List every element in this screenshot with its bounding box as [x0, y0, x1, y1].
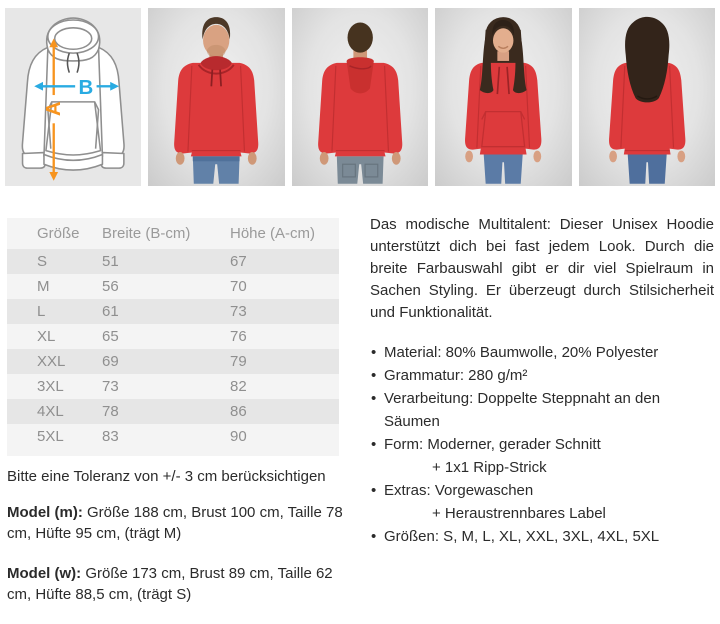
width-value: 51 — [102, 253, 119, 270]
bullet-verarbeitung: • Verarbeitung: Doppelte Steppnaht an den Säumen — [370, 387, 714, 433]
size-label: XL — [37, 328, 56, 345]
model-m-label: Model (m): — [7, 504, 83, 521]
bullet-material: • Material: 80% Baumwolle, 20% Polyester — [370, 341, 714, 364]
bullet-extras: • Extras: Vorgewaschen — [370, 479, 714, 502]
size-label: 3XL — [37, 378, 64, 395]
model-w-label: Model (w): — [7, 565, 82, 582]
size-diagram-image — [5, 8, 141, 186]
description-intro: Das modische Multitalent: Dieser Unisex Hoodie unterstützt dich bei fast jedem Look. Durch die breite Farbauswahl gibt er dir viel Spielraum in Sachen Styling. Er überzeugt durch Stilsicherheit und Funktionalität. — [370, 216, 714, 321]
size-label: L — [37, 303, 46, 320]
column-hoehe: Höhe (A-cm) — [230, 225, 316, 242]
bullet-extras-sub: + Heraustrennbares Label — [432, 505, 606, 522]
size-row-s — [7, 249, 339, 274]
bullet-form-sub: + 1x1 Ripp-Strick — [432, 459, 547, 476]
size-table-section — [7, 218, 339, 456]
width-value: 78 — [102, 403, 119, 420]
model-m-note — [7, 502, 359, 544]
column-breite: Breite (B-cm) — [102, 225, 191, 242]
size-row-m — [7, 274, 339, 299]
size-table-header-row — [7, 218, 339, 249]
bullet-form: • Form: Moderner, gerader Schnitt — [370, 433, 714, 456]
bullet-groessen: • Größen: S, M, L, XL, XXL, 3XL, 4XL, 5XL — [370, 525, 714, 548]
size-label: M — [37, 278, 50, 295]
height-value: 70 — [230, 278, 247, 295]
height-value: 86 — [230, 403, 247, 420]
height-value: 76 — [230, 328, 247, 345]
size-label: 5XL — [37, 428, 64, 445]
size-row-3xl — [7, 374, 339, 399]
width-value: 65 — [102, 328, 119, 345]
width-value: 69 — [102, 353, 119, 370]
model-w-note — [7, 563, 359, 605]
product-image-gallery — [0, 0, 720, 186]
size-row-4xl — [7, 399, 339, 424]
bullet-grammatur: • Grammatur: 280 g/m² — [370, 364, 714, 387]
height-value: 90 — [230, 428, 247, 445]
width-value: 73 — [102, 378, 119, 395]
size-label: XXL — [37, 353, 66, 370]
height-value: 67 — [230, 253, 247, 270]
size-table — [7, 218, 339, 449]
label-b: B — [78, 75, 94, 99]
tolerance-note: Bitte eine Toleranz von +/- 3 cm berücksichtigen — [7, 468, 326, 485]
model-w-text: Größe 173 cm, Brust 89 cm, Taille 62 cm, Hüfte 88,5 cm, (trägt S) — [7, 565, 333, 603]
height-value: 82 — [230, 378, 247, 395]
height-value: 79 — [230, 353, 247, 370]
size-label: S — [37, 253, 48, 270]
size-row-l — [7, 299, 339, 324]
photo-female-front — [435, 8, 571, 186]
model-m-text: Größe 188 cm, Brust 100 cm, Taille 78 cm, Hüfte 95 cm, (trägt M) — [7, 504, 343, 542]
photo-male-front — [148, 8, 284, 186]
column-groesse: Größe — [37, 225, 80, 242]
height-value: 73 — [230, 303, 247, 320]
male-front-illustration — [148, 8, 284, 186]
female-back-illustration — [579, 8, 715, 186]
width-value: 56 — [102, 278, 119, 295]
width-value: 61 — [102, 303, 119, 320]
hoodie-measurement-diagram — [5, 8, 141, 186]
size-row-xxl — [7, 349, 339, 374]
photo-male-back — [292, 8, 428, 186]
female-front-illustration — [435, 8, 571, 186]
measurement-notes — [7, 466, 359, 624]
size-row-xl — [7, 324, 339, 349]
product-description — [370, 214, 714, 548]
size-row-5xl — [7, 424, 339, 449]
photo-female-back — [579, 8, 715, 186]
width-value: 83 — [102, 428, 119, 445]
size-label: 4XL — [37, 403, 64, 420]
label-a: A — [42, 101, 66, 117]
male-back-illustration — [292, 8, 428, 186]
